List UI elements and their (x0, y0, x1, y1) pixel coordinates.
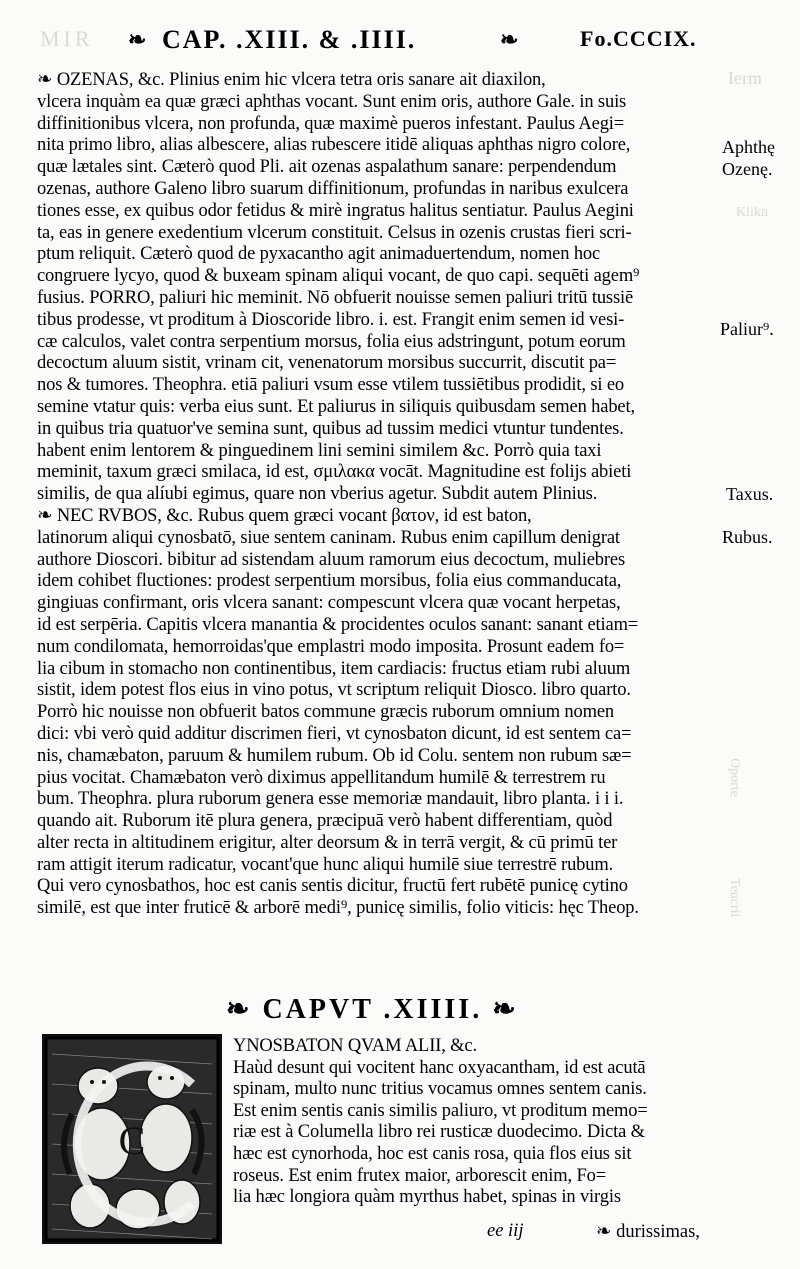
main-text-column (37, 70, 709, 920)
chapter-text-line-1: YNOSBATON QVAM ALII, &c. (233, 1036, 477, 1056)
margin-note-aphthe: Aphthę (722, 137, 775, 157)
signature-mark: ee iij (487, 1221, 524, 1241)
text-line-14: decoctum aluum sistit, vrinam cit, venenatorum morsibus succurrit, discutit pa= (37, 353, 617, 374)
fleuron-ornament-left: ❧ (128, 27, 147, 52)
text-line-19: meminit, taxum græci smilaca, id est, σμιλακα vocāt. Magnitudine est folijs abieti (37, 462, 632, 483)
chapter-text-column (233, 1036, 709, 1209)
bleed-through-text-right-3: Oporte (727, 758, 742, 797)
margin-note-paliurus: Paliur⁹. (720, 319, 774, 339)
text-line-18: habent enim lentorem & pinguedinem lini semini similem &c. Porrò quia taxi (37, 440, 602, 461)
decorated-initial-letter (42, 1034, 222, 1244)
text-line-23: authore Dioscori. bibitur ad sistendam aluum ramorum eius decoctum, muliebres (37, 549, 626, 570)
text-line-24: idem cohibet fluctiones: prodest serpentium morsibus, folia eius commanducata, (37, 571, 622, 592)
woodcut-putti-illustration (42, 1034, 222, 1244)
bleed-through-text-right-4: Teucrii (727, 878, 742, 918)
chapter-text-line-8: lia hæc longiora quàm myrthus habet, spinas in virgis (233, 1187, 621, 1208)
text-line-2: vlcera inquàm ea quæ græci aphthas vocant. Sunt enim oris, authore Gale. in suis (37, 91, 627, 112)
text-line-5: quæ lætales sint. Cæterò quod Pli. ait ozenas aspalathum sanare: perpendendum (37, 157, 617, 178)
text-line-33: pius vocitat. Chamæbaton verò diximus appellitandum humilē & terrestrem ru (37, 767, 606, 788)
text-line-21: ❧ NEC RVBOS, &c. Rubus quem græci vocant βατον, id est baton, (37, 505, 532, 526)
text-line-7: tiones esse, ex quibus odor fetidus & mirè ingratus halitus sentiatur. Paulus Aegini (37, 200, 634, 221)
catchword: ❧ durissimas, (596, 1222, 700, 1242)
text-line-30: Porrò hic nouisse non obfuerit batos commune græcis ruborum omnium nomen (37, 702, 615, 723)
folio-number: Fo.CCCIX. (580, 26, 697, 51)
initial-letter-glyph: C (118, 1118, 146, 1163)
running-head-title: CAP. .XIII. & .IIII. (162, 25, 417, 54)
bleed-through-text-right-2: Klikn (736, 205, 768, 220)
text-line-3: diffinitionibus vlcera, non profunda, quæ maximè pueros infestant. Paulus Aegi= (37, 113, 625, 134)
text-line-17: in quibus tria quatuor've semina sunt, quibus ad tussim medici vtuntur tundentes. (37, 418, 624, 439)
text-line-28: lia cibum in stomacho non continentibus, item cardiacis: fructus etiam rubi aluum (37, 658, 631, 679)
text-line-27: num condilomata, hemorroidas'que emplastri modo imposita. Prosunt eadem fo= (37, 636, 625, 657)
chapter-heading: ❧ CAPVT .XIIII. ❧ (226, 994, 519, 1025)
chapter-text-line-6: hæc est cynorhoda, hoc est canis rosa, quia flos eius sit (233, 1143, 632, 1164)
margin-note-rubus: Rubus. (722, 527, 773, 547)
text-line-9: ptum reliquit. Cæterò quod de pyxacantho agit animaduertendum, nomen hoc (37, 244, 601, 265)
text-line-35: quando ait. Ruborum itē plura genera, præcipuā verò habent differentiam, quòd (37, 811, 613, 832)
chapter-text-line-2: Haùd desunt qui vocitent hanc oxyacantham, id est acutā (233, 1057, 646, 1078)
text-line-1: ❧ OZENAS, &c. Plinius enim hic vlcera tetra oris sanare ait diaxilon, (37, 70, 546, 90)
chapter-text-line-3: spinam, multo nunc tritius vocamus omnes sentem canis. (233, 1079, 647, 1100)
text-line-8: ta, eas in genere exedentium vlcerum constituit. Celsus in ozenis crustas fieri scri- (37, 222, 632, 243)
text-line-4: nita primo libro, alias albescere, alias rubescere itidē aliquas aphthas nigro colore, (37, 135, 631, 156)
text-line-29: sistit, idem potest flos eius in vino potus, vt scriptum reliquit Diosco. libro quarto. (37, 680, 631, 701)
text-line-38: Qui vero cynosbathos, hoc est canis sentis dicitur, fructū fert rubētē punicę cytino (37, 876, 628, 897)
fleuron-ornament-right: ❧ (500, 27, 519, 52)
text-line-12: tibus prodesse, vt proditum à Dioscoride libro. i. est. Frangit enim semen id vesi- (37, 309, 625, 330)
running-head (120, 22, 720, 58)
text-line-22: latinorum aliqui cynosbatō, siue sentem caninam. Rubus enim capillum denigrat (37, 527, 620, 548)
text-line-36: alter recta in altitudinem erigitur, alter deorsum & in terrā vergit, & cū primū ter (37, 832, 618, 853)
margin-note-taxus: Taxus. (726, 484, 774, 504)
text-line-34: bum. Theophra. plura ruborum genera esse memoriæ mandauit, libro planta. i i i. (37, 789, 624, 810)
text-line-39: similē, est que inter fruticē & arborē medi⁹, punicę similis, folio viticis: hęc Theop. (37, 898, 639, 919)
text-line-10: congruere lycyo, quod & buxeam spinam aliqui vocant, de quo capi. sequēti agem⁹ (37, 266, 640, 287)
bleed-through-text-top: MIR (40, 26, 94, 51)
chapter-text-line-5: riæ est à Columella libro rei rusticæ duodecimo. Dicta & (233, 1122, 645, 1143)
text-line-6: ozenas, authore Galeno libro suarum diffinitionum, profundas in naribus exulcera (37, 178, 629, 199)
margin-note-ozene: Ozenę. (722, 159, 773, 179)
text-line-15: nos & tumores. Theophra. etiā paliuri vsum esse vtilem tussiētibus prodidit, si eo (37, 375, 624, 396)
chapter-text-line-4: Est enim sentis canis similis paliuro, vt proditum memo= (233, 1100, 648, 1121)
text-line-25: gingiuas confirmant, oris vlcera sanant: compescunt vlcera quæ vocant herpetas, (37, 593, 621, 614)
text-line-31: dici: vbi verò quid additur discrimen fieri, vt cynosbaton dicunt, id est sentem ca= (37, 723, 632, 744)
text-line-26: id est serpēria. Capitis vlcera manantia & procidentes oculos sanant: sanant etiam= (37, 614, 639, 635)
text-line-16: semine vtatur quis: verba eius sunt. Et paliurus in siliquis quibusdam semen habet, (37, 396, 635, 417)
text-line-37: ram attigit iterum radicatur, vocant'que hunc aliqui humilē siue terrestrē rubum. (37, 854, 614, 875)
text-line-20: similis, de qua alíubi egimus, quare non vberius agetur. Subdit autem Plinius. (37, 484, 598, 505)
text-line-32: nis, chamæbaton, paruum & humilem rubum. Ob id Colu. sentem non rubum sæ= (37, 745, 632, 766)
text-line-11: fusius. PORRO, paliuri hic meminit. Nō obfuerit nouisse semen paliuri tritū tussiē (37, 287, 634, 308)
chapter-text-line-7: roseus. Est enim frutex maior, arborescit enim, Fo= (233, 1165, 606, 1186)
bleed-through-text-right-1: Ierm (728, 68, 762, 88)
text-line-13: cæ calculos, valet contra serpentium morsus, folia eius adstringunt, potum eorum (37, 331, 626, 352)
